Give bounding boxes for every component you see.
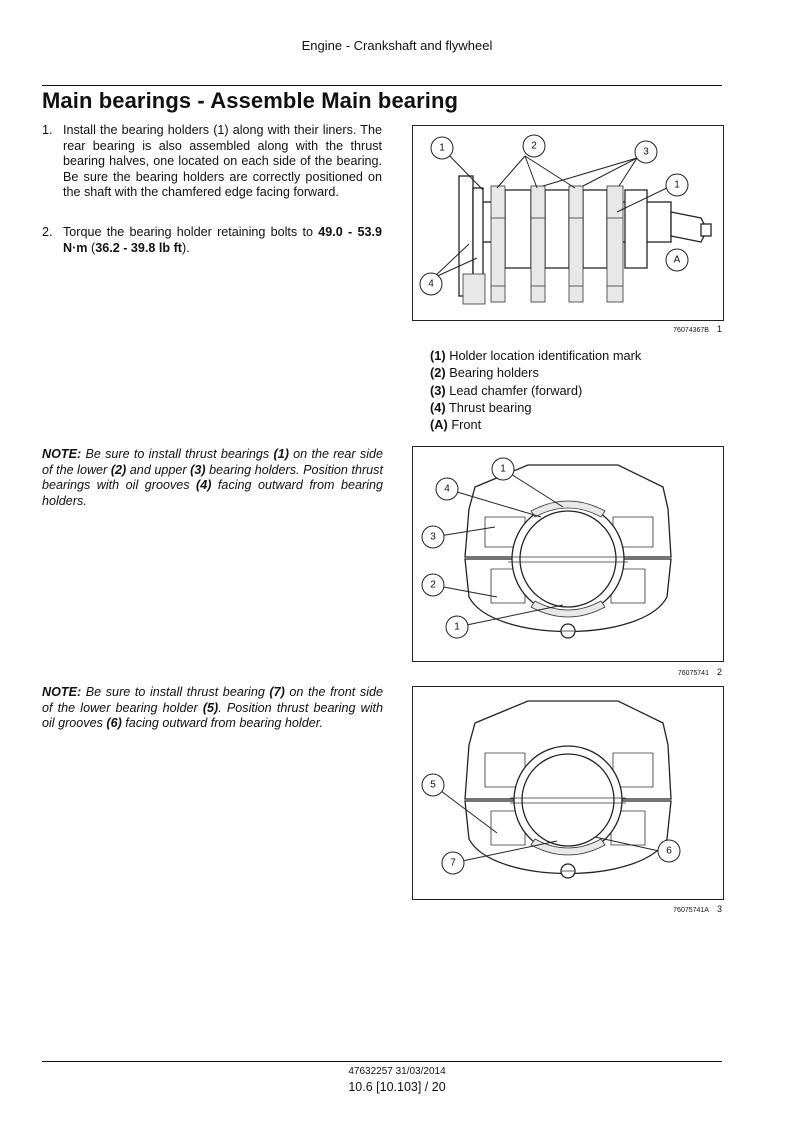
footer-rule (42, 1061, 722, 1062)
header-rule (42, 85, 722, 86)
svg-text:6: 6 (666, 845, 672, 857)
figure-2-caption (600, 667, 722, 677)
torque-lbft: 36.2 - 39.8 lb ft (95, 240, 182, 255)
step-2 (42, 225, 382, 256)
svg-text:5: 5 (430, 779, 436, 791)
svg-text:1: 1 (674, 179, 680, 191)
figure-1-callout-1b (666, 174, 688, 196)
svg-text:2: 2 (531, 140, 537, 152)
figure-2-callout-3 (422, 526, 444, 548)
svg-text:3: 3 (643, 146, 649, 158)
note-1-label: NOTE: (42, 447, 82, 461)
step-2-text-a: Torque the bearing holder retaining bolts to (63, 225, 319, 239)
svg-text:1: 1 (439, 142, 445, 154)
figure-2-callout-4 (436, 478, 458, 500)
svg-text:7: 7 (450, 857, 456, 869)
figure-1-legend (430, 347, 641, 433)
figure-3-code: 76075741A (673, 907, 709, 914)
footer-page-number: 10.6 [10.103] / 20 (348, 1080, 446, 1094)
step-2-number: 2. (42, 225, 53, 239)
svg-text:A: A (673, 254, 681, 266)
figure-1-callout-1 (431, 137, 453, 159)
legend-item: (A) Front (430, 417, 482, 433)
figure-2-drawing (413, 447, 723, 661)
legend-item: (1) Holder location identification mark (430, 348, 642, 363)
legend-item: (4) Thrust bearing (430, 399, 532, 415)
figure-2-callout-1-top (492, 458, 514, 480)
step-1 (42, 123, 382, 201)
step-2-text (63, 225, 382, 256)
figure-2-number: 2 (716, 667, 722, 677)
svg-text:1: 1 (500, 463, 506, 475)
figure-2-callout-1-bottom (446, 616, 468, 638)
figure-1-callout-A (666, 249, 688, 271)
note-2-label: NOTE: (42, 685, 82, 699)
svg-text:2: 2 (430, 579, 436, 591)
figure-3-front-bearing (412, 686, 724, 900)
figure-2-bearing-holders (412, 446, 724, 662)
figure-1-callout-4 (420, 273, 442, 295)
legend-item: (2) Bearing holders (430, 365, 539, 381)
svg-text:1: 1 (454, 621, 460, 633)
figure-1-caption (600, 324, 722, 334)
figure-1-callout-3 (635, 141, 657, 163)
step-1-text: Install the bearing holders (1) along with their liners. The rear bearing is also assembled along with the thrust bearing halves, one located on each side of the bearing. Be sure the bearing holders are correctly positioned on the shaft with the chamfered edge facing forward. (63, 123, 382, 200)
step-1-number: 1. (42, 123, 53, 137)
figure-3-callout-5 (422, 774, 444, 796)
page-title: Main bearings - Assemble Main bearing (42, 88, 459, 113)
figure-1-callout-2 (523, 135, 545, 157)
legend-item: (3) Lead chamfer (forward) (430, 382, 583, 398)
footer-document-id: 47632257 31/03/2014 (348, 1066, 446, 1077)
figure-3-caption (600, 904, 722, 914)
step-2-text-b: ( (87, 240, 96, 255)
figure-1-code: 76074367B (673, 327, 709, 334)
svg-text:4: 4 (428, 278, 434, 290)
figure-1-number: 1 (716, 324, 722, 334)
note-1: NOTE: Be sure to install thrust bearings (1) on the rear side of the lower (2) and upper (3) bearing holders. Position thrust bearings with oil grooves (4) facing outward from bearing holders. (42, 447, 384, 508)
running-head: Engine - Crankshaft and flywheel (301, 38, 493, 53)
note-2: NOTE: Be sure to install thrust bearing (7) on the front side of the lower bearing holder (5). Position thrust bearing with oil grooves (6) facing outward from bearing holder. (42, 685, 383, 731)
figure-3-drawing (413, 687, 723, 899)
figure-3-callout-7 (442, 852, 464, 874)
figure-3-number: 3 (716, 904, 722, 914)
figure-1-crankshaft (412, 125, 724, 321)
figure-2-code: 76075741 (677, 670, 709, 677)
figure-2-callout-2 (422, 574, 444, 596)
svg-text:3: 3 (430, 531, 436, 543)
svg-text:4: 4 (444, 483, 450, 495)
figure-1-drawing (413, 126, 723, 320)
torque-nm: 49.0 - 53.9 N·m (63, 225, 382, 255)
figure-3-callout-6 (658, 840, 680, 862)
step-2-text-c: ). (182, 240, 190, 255)
